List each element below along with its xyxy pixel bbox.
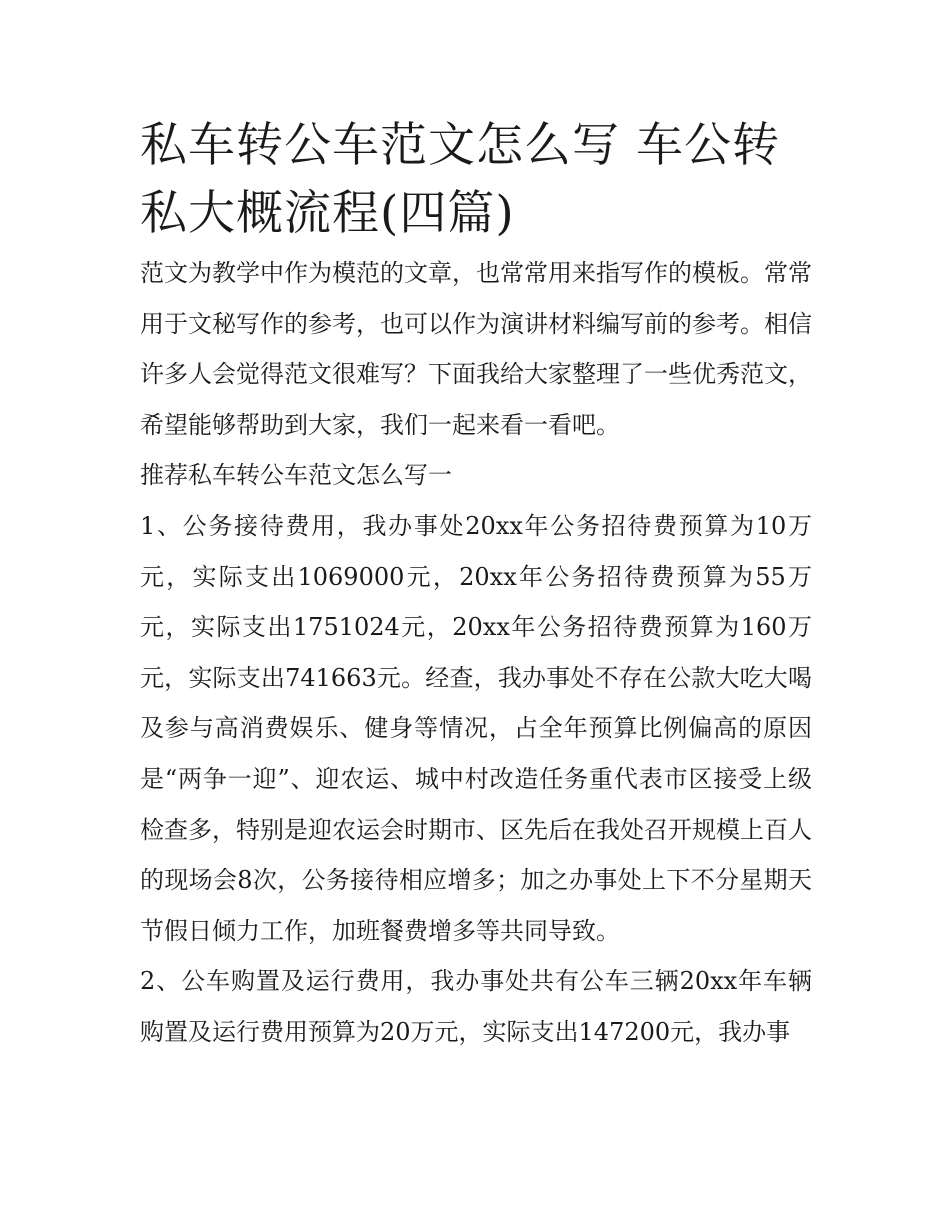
intro-paragraph: 范文为教学中作为模范的文章，也常常用来指写作的模板。常常用于文秘写作的参考，也可以作为演讲材料编写前的参考。相信许多人会觉得范文很难写？下面我给大家整理了一些优秀范文，希望能够帮助到大家，我们一起来看一看吧。 [140,259,812,439]
body-paragraph-1: 1、公务接待费用，我办事处20xx年公务招待费预算为10万元，实际支出1069000元，20xx年公务招待费预算为55万元，实际支出1751024元，20xx年公务招待费预算为160万元，实际支出741663元。经查，我办事处不存在公款大吃大喝及参与高消费娱乐、健身等情况，占全年预算比例偏高的原因是“两争一迎”、迎农运、城中村改造任务重代表市区接受上级检查多，特别是迎农运会时期市、区先后在我处召开规模上百人的现场会8次，公务接待相应增多；加之办事处上下不分星期天节假日倾力工作，加班餐费增多等共同导致。 [140,511,812,945]
document-title: 私车转公车范文怎么写 车公转私大概流程(四篇) [140,118,780,241]
document-page [140,112,812,1058]
body-paragraph-2: 2、公车购置及运行费用，我办事处共有公车三辆20xx年车辆购置及运行费用预算为20万元，实际支出147200元，我办事 [140,967,812,1046]
section-heading: 推荐私车转公车范文怎么写一 [140,461,452,490]
